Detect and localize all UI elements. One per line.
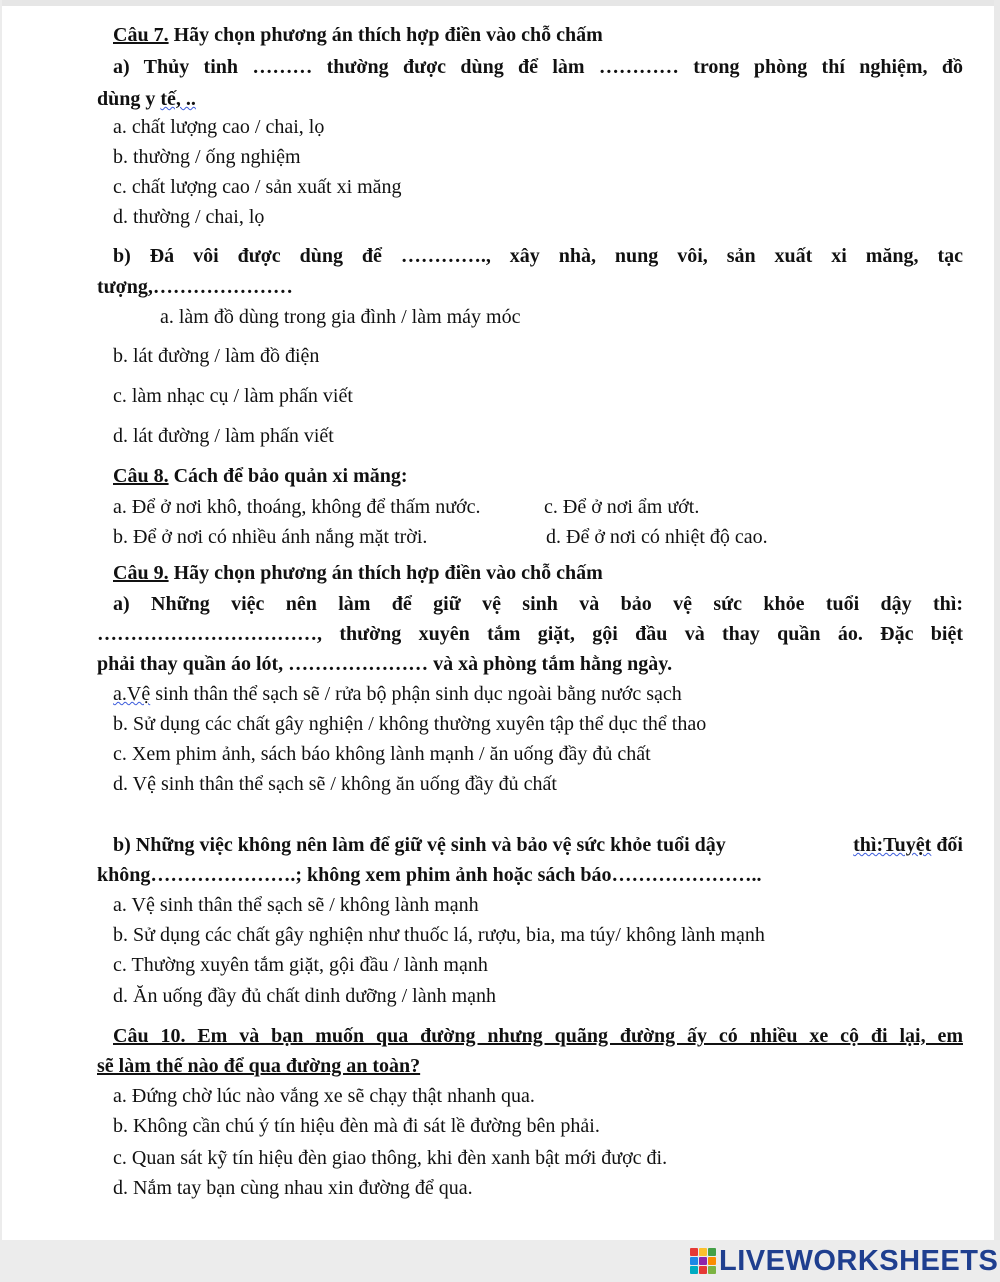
q9b-option-d[interactable]: d. Ăn uống đầy đủ chất dinh dưỡng / lành mạnh [113,985,497,1007]
q7-label: Câu 7. [113,24,169,46]
q10-option-b[interactable]: b. Không cần chú ý tín hiệu đèn mà đi sát lề đường bên phải. [113,1115,600,1137]
q7a-option-a[interactable]: a. chất lượng cao / chai, lọ [113,116,325,138]
q10-option-d[interactable]: d. Nắm tay bạn cùng nhau xin đường để qua. [113,1177,473,1199]
page-frame-right [994,0,1000,1240]
q9b-line1 [113,833,963,857]
q7a-line2-link: tế, .. [160,88,196,110]
q7a-option-b[interactable]: b. thường / ống nghiệm [113,146,301,168]
q7b-option-a[interactable]: a. làm đồ dùng trong gia đình / làm máy móc [160,306,521,328]
q9b-option-b[interactable]: b. Sử dụng các chất gây nghiện như thuốc lá, rượu, bia, ma túy/ không lành mạnh [113,924,765,946]
q10-line1: Câu 10. Em và bạn muốn qua đường nhưng quãng đường ấy có nhiều xe cộ đi lại, em [113,1025,963,1047]
q10-line2: sẽ làm thế nào để qua đường an toàn? [97,1055,421,1077]
q7-heading [113,23,603,47]
q9a-option-c[interactable]: c. Xem phim ảnh, sách báo không lành mạnh / ăn uống đầy đủ chất [113,743,651,765]
q9a-option-a[interactable] [113,682,682,706]
q7b-line1: b) Đá vôi được dùng để …………., xây nhà, nung vôi, sản xuất xi măng, tạc [113,245,963,267]
q9a-option-a-text: sinh thân thể sạch sẽ / rửa bộ phận sinh dục ngoài bằng nước sạch [150,683,682,705]
q9b-line1-end: đối [931,834,963,856]
liveworksheets-brand: LIVEWORKSHEETS [719,1244,999,1277]
q9-heading [113,561,603,585]
q9a-line3: phải thay quần áo lót, ………………… và xà phòng tắm hằng ngày. [97,653,673,675]
liveworksheets-logo [690,1245,998,1277]
q9a-option-b[interactable]: b. Sử dụng các chất gây nghiện / không thường xuyên tập thể dục thể thao [113,713,707,735]
q8-option-b[interactable]: b. Để ở nơi có nhiều ánh nắng mặt trời. [113,526,428,548]
page-frame-left [0,0,2,1240]
q10-option-a[interactable]: a. Đứng chờ lúc nào vắng xe sẽ chạy thật nhanh qua. [113,1085,535,1107]
q7b-line2: tượng,………………… [97,276,293,298]
q7b-option-c[interactable]: c. làm nhạc cụ / làm phấn viết [113,385,353,407]
q9a-line1: a) Những việc nên làm để giữ vệ sinh và bảo vệ sức khỏe tuổi dậy thì: [113,593,963,615]
liveworksheets-grid-icon [690,1248,716,1274]
q7a-line2-text: dùng y [97,88,161,110]
q8-option-a[interactable]: a. Để ở nơi khô, thoáng, không để thấm nước. [113,496,481,518]
q8-title: Cách để bảo quản xi măng: [168,465,408,487]
q9a-option-a-link: a.Vệ [113,683,151,705]
q9-label: Câu 9. [113,562,169,584]
q7b-option-d[interactable]: d. lát đường / làm phấn viết [113,425,334,447]
q7a-option-d[interactable]: d. thường / chai, lọ [113,206,265,228]
q7b-option-b[interactable]: b. lát đường / làm đồ điện [113,345,320,367]
q8-option-d[interactable]: d. Để ở nơi có nhiệt độ cao. [546,526,768,548]
q9b-line2: không………………….; không xem phim ảnh hoặc sách báo………………….. [97,864,762,886]
q7a-line2 [97,87,196,111]
q9b-option-a[interactable]: a. Vệ sinh thân thể sạch sẽ / không lành mạnh [113,894,479,916]
q8-label: Câu 8. [113,465,169,487]
q7a-line1: a) Thủy tinh ……… thường được dùng để làm ………… trong phòng thí nghiệm, đồ [113,56,963,78]
q9b-line1-link: thì:Tuyệt [853,834,932,856]
q9a-option-d[interactable]: d. Vệ sinh thân thể sạch sẽ / không ăn uống đầy đủ chất [113,773,557,795]
q9b-option-c[interactable]: c. Thường xuyên tắm giặt, gội đầu / lành mạnh [113,954,488,976]
q9b-line1-text: b) Những việc không nên làm để giữ vệ sinh và bảo vệ sức khỏe tuổi dậy [113,834,726,856]
q9a-line2: ……………………………, thường xuyên tắm giặt, gội đầu và thay quần áo. Đặc biệt [97,623,963,645]
page-frame-top [0,0,1000,6]
q10-option-c[interactable]: c. Quan sát kỹ tín hiệu đèn giao thông, khi đèn xanh bật mới được đi. [113,1147,668,1169]
q7a-option-c[interactable]: c. chất lượng cao / sản xuất xi măng [113,176,402,198]
q8-option-c[interactable]: c. Để ở nơi ẩm ướt. [544,496,700,518]
q7-title: Hãy chọn phương án thích hợp điền vào chỗ chấm [168,24,603,46]
q9-title: Hãy chọn phương án thích hợp điền vào chỗ chấm [168,562,603,584]
q8-heading [113,464,408,488]
